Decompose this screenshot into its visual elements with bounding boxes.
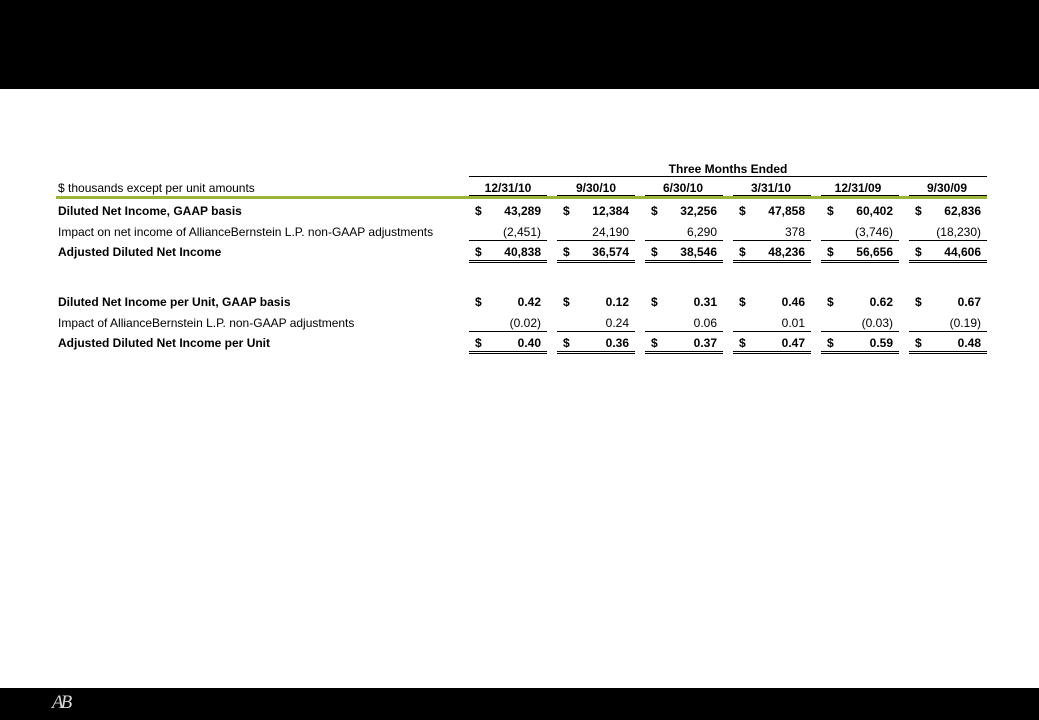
currency-symbol: $ (739, 204, 746, 218)
table-cell: 47,858 (768, 204, 805, 218)
currency-symbol: $ (915, 336, 922, 350)
currency-symbol: $ (475, 336, 482, 350)
row-label: Impact on net income of AllianceBernstein L.P. non-GAAP adjustments (58, 225, 434, 239)
table-cell: 0.12 (605, 295, 629, 309)
subtotal-rule (557, 331, 635, 332)
subtotal-rule (645, 240, 723, 241)
table-cell: 40,838 (504, 245, 541, 259)
total-double-rule (821, 351, 899, 354)
subtotal-rule (557, 240, 635, 241)
subtotal-rule (469, 240, 547, 241)
column-header: 9/30/09 (926, 181, 968, 195)
currency-symbol: $ (651, 245, 658, 259)
currency-symbol: $ (739, 336, 746, 350)
subtotal-rule (821, 240, 899, 241)
total-double-rule (557, 351, 635, 354)
table-cell: 62,836 (944, 204, 981, 218)
total-double-rule (821, 260, 899, 263)
column-header-underline (909, 195, 987, 196)
row-label: Adjusted Diluted Net Income (58, 245, 222, 259)
total-double-rule (909, 260, 987, 263)
column-header-underline (557, 195, 635, 196)
subtotal-rule (909, 331, 987, 332)
table-cell: 6,290 (686, 225, 717, 239)
currency-symbol: $ (827, 336, 834, 350)
currency-symbol: $ (915, 204, 922, 218)
currency-symbol: $ (563, 204, 570, 218)
footer-bar (0, 688, 1039, 720)
table-cell: 0.59 (869, 336, 893, 350)
currency-symbol: $ (475, 295, 482, 309)
table-cell: 43,289 (504, 204, 541, 218)
table-cell: 0.37 (693, 336, 717, 350)
total-double-rule (733, 260, 811, 263)
table-cell: (0.02) (509, 316, 541, 330)
column-header-underline (733, 195, 811, 196)
column-header: 12/31/09 (834, 181, 882, 195)
currency-symbol: $ (739, 295, 746, 309)
table-cell: 0.47 (781, 336, 805, 350)
table-cell: 0.48 (957, 336, 981, 350)
currency-symbol: $ (475, 204, 482, 218)
group-header: Three Months Ended (668, 162, 788, 176)
currency-symbol: $ (651, 336, 658, 350)
currency-symbol: $ (915, 295, 922, 309)
total-double-rule (645, 260, 723, 263)
table-cell: 48,236 (768, 245, 805, 259)
subtotal-rule (469, 331, 547, 332)
table-cell: 378 (784, 225, 805, 239)
subtotal-rule (645, 331, 723, 332)
table-cell: 38,546 (680, 245, 717, 259)
table-cell: 0.06 (693, 316, 717, 330)
table-cell: (0.03) (861, 316, 893, 330)
column-header-underline (469, 195, 547, 196)
table-cell: (3,746) (854, 225, 893, 239)
table-cell: 56,656 (856, 245, 893, 259)
total-double-rule (645, 351, 723, 354)
table-cell: 0.24 (605, 316, 629, 330)
total-double-rule (909, 351, 987, 354)
column-header: 12/31/10 (484, 181, 532, 195)
column-header: 6/30/10 (662, 181, 704, 195)
column-header: 3/31/10 (750, 181, 792, 195)
table-cell: 0.62 (869, 295, 893, 309)
units-label: $ thousands except per unit amounts (58, 181, 255, 195)
currency-symbol: $ (827, 245, 834, 259)
row-label: Diluted Net Income per Unit, GAAP basis (58, 295, 291, 309)
table-cell: 0.36 (605, 336, 629, 350)
table-cell: 32,256 (680, 204, 717, 218)
table-cell: 24,190 (592, 225, 629, 239)
currency-symbol: $ (475, 245, 482, 259)
total-double-rule (733, 351, 811, 354)
table-cell: 12,384 (592, 204, 629, 218)
subtotal-rule (909, 240, 987, 241)
total-double-rule (469, 351, 547, 354)
currency-symbol: $ (651, 295, 658, 309)
currency-symbol: $ (563, 336, 570, 350)
row-label: Adjusted Diluted Net Income per Unit (58, 336, 271, 350)
currency-symbol: $ (827, 204, 834, 218)
currency-symbol: $ (915, 245, 922, 259)
table-cell: 0.01 (781, 316, 805, 330)
subtotal-rule (821, 331, 899, 332)
table-cell: 0.42 (517, 295, 541, 309)
currency-symbol: $ (563, 295, 570, 309)
table-cell: 0.31 (693, 295, 717, 309)
currency-symbol: $ (563, 245, 570, 259)
total-double-rule (557, 260, 635, 263)
column-header-underline (821, 195, 899, 196)
group-header-underline (469, 176, 987, 177)
subtotal-rule (733, 240, 811, 241)
row-label: Impact of AllianceBernstein L.P. non-GAAP adjustments (58, 316, 355, 330)
subtotal-rule (733, 331, 811, 332)
table-cell: (0.19) (949, 316, 981, 330)
table-cell: 0.46 (781, 295, 805, 309)
currency-symbol: $ (827, 295, 834, 309)
table-cell: 60,402 (856, 204, 893, 218)
currency-symbol: $ (739, 245, 746, 259)
table-cell: (18,230) (936, 225, 981, 239)
column-header: 9/30/10 (575, 181, 617, 195)
row-label: Diluted Net Income, GAAP basis (58, 204, 242, 218)
table-cell: 44,606 (944, 245, 981, 259)
table-cell: 36,574 (592, 245, 629, 259)
total-double-rule (469, 260, 547, 263)
header-rule (56, 196, 987, 199)
table-cell: 0.40 (517, 336, 541, 350)
ab-logo: AB (52, 692, 70, 713)
table-cell: (2,451) (502, 225, 541, 239)
column-header-underline (645, 195, 723, 196)
table-cell: 0.67 (957, 295, 981, 309)
currency-symbol: $ (651, 204, 658, 218)
